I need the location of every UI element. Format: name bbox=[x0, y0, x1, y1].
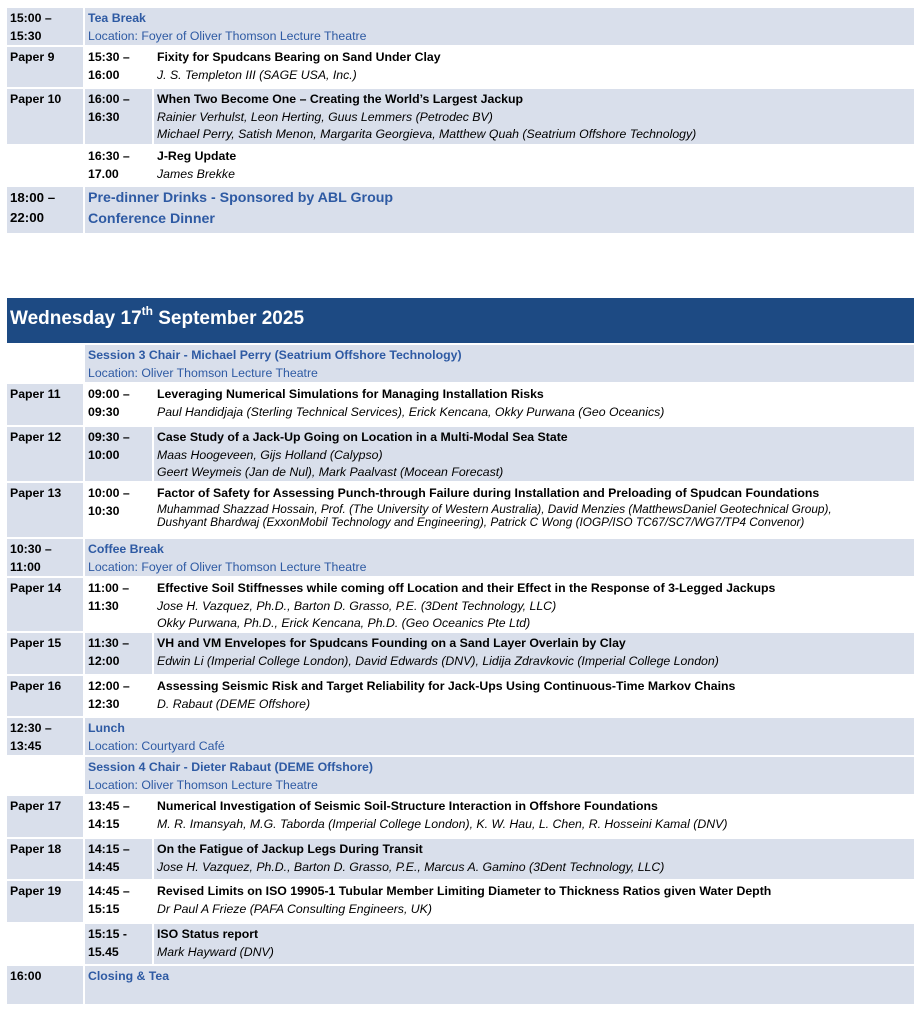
session-location: Location: Oliver Thomson Lecture Theatre bbox=[88, 366, 318, 380]
paper-title: Leveraging Numerical Simulations for Managing Installation Risks bbox=[157, 387, 544, 401]
paper-details bbox=[154, 384, 914, 425]
empty-cell bbox=[7, 924, 83, 964]
time-cell: 12:30 – 13:45 bbox=[7, 718, 83, 755]
time-cell: 14:45 – 15:15 bbox=[85, 881, 152, 922]
paper-title: Fixity for Spudcans Bearing on Sand Under Clay bbox=[157, 50, 441, 64]
paper-row-15 bbox=[7, 633, 914, 674]
wednesday-schedule-table bbox=[7, 345, 914, 1006]
paper-label: Paper 18 bbox=[7, 839, 83, 879]
paper-details bbox=[154, 676, 914, 716]
paper-authors: D. Rabaut (DEME Offshore) bbox=[157, 697, 311, 711]
time-cell: 12:00 – 12:30 bbox=[85, 676, 152, 716]
time-cell: 16:00 bbox=[7, 966, 83, 1004]
paper-row-13 bbox=[7, 483, 914, 537]
empty-cell bbox=[7, 757, 83, 794]
time-cell: 09:00 – 09:30 bbox=[85, 384, 152, 425]
paper-details bbox=[154, 89, 914, 144]
paper-authors: Dr Paul A Frieze (PAFA Consulting Engineers, UK) bbox=[157, 902, 432, 916]
time-cell: 18:00 – 22:00 bbox=[7, 187, 83, 233]
paper-authors: Rainier Verhulst, Leon Herting, Guus Lemmers (Petrodec BV) Michael Perry, Satish Menon, Margarita Georgieva, Matthew Quah (Seatrium Offshore Technology) bbox=[157, 110, 697, 141]
lunch-row bbox=[7, 718, 914, 755]
time-cell: 15:15 - 15.45 bbox=[85, 924, 152, 964]
time-cell: 16:30 – 17.00 bbox=[85, 146, 152, 185]
break-location: Location: Courtyard Café bbox=[88, 739, 225, 753]
paper-title: Case Study of a Jack-Up Going on Location in a Multi-Modal Sea State bbox=[157, 430, 568, 444]
paper-row-16 bbox=[7, 676, 914, 716]
time-cell: 13:45 – 14:15 bbox=[85, 796, 152, 837]
time-cell: 09:30 – 10:00 bbox=[85, 427, 152, 481]
break-cell bbox=[85, 8, 914, 45]
paper-label: Paper 12 bbox=[7, 427, 83, 481]
session-cell bbox=[85, 345, 914, 382]
time-cell: 16:00 – 16:30 bbox=[85, 89, 152, 144]
paper-row-10 bbox=[7, 89, 914, 144]
paper-row-17 bbox=[7, 796, 914, 837]
break-location: Location: Foyer of Oliver Thomson Lecture Theatre bbox=[88, 29, 367, 43]
paper-row-12 bbox=[7, 427, 914, 481]
break-cell bbox=[85, 718, 914, 755]
tuesday-schedule-table bbox=[7, 8, 914, 235]
paper-details bbox=[154, 47, 914, 87]
item-details bbox=[154, 924, 914, 964]
dinner-row bbox=[7, 187, 914, 233]
pre-dinner-drinks: Pre-dinner Drinks - Sponsored by ABL Group bbox=[88, 190, 394, 206]
paper-label: Paper 17 bbox=[7, 796, 83, 837]
empty-cell bbox=[7, 146, 83, 185]
paper-label: Paper 9 bbox=[7, 47, 83, 87]
paper-authors: Jose H. Vazquez, Ph.D., Barton D. Grasso, P.E., Marcus A. Gamino (3Dent Technology, LLC) bbox=[157, 860, 665, 874]
paper-details bbox=[154, 578, 914, 631]
paper-authors: J. S. Templeton III (SAGE USA, Inc.) bbox=[157, 68, 357, 82]
paper-title: When Two Become One – Creating the World’s Largest Jackup bbox=[157, 92, 524, 106]
item-presenter: James Brekke bbox=[157, 167, 235, 181]
paper-title: Revised Limits on ISO 19905-1 Tubular Member Limiting Diameter to Thickness Ratios given Water Depth bbox=[157, 884, 772, 898]
item-title: J-Reg Update bbox=[157, 149, 237, 163]
paper-title: On the Fatigue of Jackup Legs During Transit bbox=[157, 842, 423, 856]
paper-authors: Maas Hoogeveen, Gijs Holland (Calypso) Geert Weymeis (Jan de Nul), Mark Paalvast (Mocean Forecast) bbox=[157, 448, 504, 479]
session-3-header bbox=[7, 345, 914, 382]
item-presenter: Mark Hayward (DNV) bbox=[157, 945, 274, 959]
time-cell: 14:15 – 14:45 bbox=[85, 839, 152, 879]
paper-authors: Edwin Li (Imperial College London), David Edwards (DNV), Lidija Zdravkovic (Imperial College London) bbox=[157, 654, 719, 668]
time-cell: 15:00 – 15:30 bbox=[7, 8, 83, 45]
tea-break-row bbox=[7, 8, 914, 45]
closing-cell bbox=[85, 966, 914, 1004]
day-banner: Wednesday 17th September 2025 bbox=[7, 298, 914, 343]
item-title: ISO Status report bbox=[157, 927, 259, 941]
paper-authors: M. R. Imansyah, M.G. Taborda (Imperial College London), K. W. Hau, L. Chen, R. Hosseini Kamal (DNV) bbox=[157, 817, 728, 831]
break-location: Location: Foyer of Oliver Thomson Lecture Theatre bbox=[88, 560, 367, 574]
empty-cell bbox=[7, 345, 83, 382]
paper-authors: Muhammad Shazzad Hossain, Prof. (The University of Western Australia), David Menzies (MatthewsDaniel Geotechnical Group), Dushyant Bhardwaj (ExxonMobil Technology and Engineering), Patrick C Wong (IOGP/ISO TC67/SC7/WG7/TP4 Convenor) bbox=[157, 502, 832, 529]
closing-title: Closing & Tea bbox=[88, 969, 170, 983]
paper-details bbox=[154, 839, 914, 879]
item-details bbox=[154, 146, 914, 185]
time-cell: 10:30 – 11:00 bbox=[7, 539, 83, 576]
paper-title: VH and VM Envelopes for Spudcans Founding on a Sand Layer Overlain by Clay bbox=[157, 636, 626, 650]
paper-details bbox=[154, 483, 914, 537]
break-title: Tea Break bbox=[88, 11, 146, 25]
session-4-header bbox=[7, 757, 914, 794]
paper-details bbox=[154, 427, 914, 481]
paper-label: Paper 15 bbox=[7, 633, 83, 674]
paper-label: Paper 19 bbox=[7, 881, 83, 922]
paper-details bbox=[154, 881, 914, 922]
paper-details bbox=[154, 633, 914, 674]
paper-row-18 bbox=[7, 839, 914, 879]
paper-authors: Jose H. Vazquez, Ph.D., Barton D. Grasso, P.E. (3Dent Technology, LLC) Okky Purwana, Ph.D., Erick Kencana, Ph.D. (Geo Oceanics Pte Ltd) bbox=[157, 599, 557, 630]
time-cell: 11:30 – 12:00 bbox=[85, 633, 152, 674]
paper-label: Paper 10 bbox=[7, 89, 83, 144]
break-title: Lunch bbox=[88, 721, 125, 735]
paper-row-14 bbox=[7, 578, 914, 631]
conference-dinner: Conference Dinner bbox=[88, 210, 215, 227]
iso-status-row bbox=[7, 924, 914, 964]
session-cell bbox=[85, 757, 914, 794]
paper-label: Paper 14 bbox=[7, 578, 83, 631]
session-title: Session 3 Chair - Michael Perry (Seatrium Offshore Technology) bbox=[88, 348, 462, 362]
paper-row-19 bbox=[7, 881, 914, 922]
paper-authors: Paul Handidjaja (Sterling Technical Services), Erick Kencana, Okky Purwana (Geo Oceanics) bbox=[157, 405, 665, 419]
time-cell: 15:30 – 16:00 bbox=[85, 47, 152, 87]
session-title: Session 4 Chair - Dieter Rabaut (DEME Offshore) bbox=[88, 760, 373, 774]
break-title: Coffee Break bbox=[88, 542, 164, 556]
paper-row-9 bbox=[7, 47, 914, 87]
paper-title: Effective Soil Stiffnesses while coming off Location and their Effect in the Response of 3-Legged Jackups bbox=[157, 581, 776, 595]
paper-label: Paper 13 bbox=[7, 483, 83, 537]
paper-title: Numerical Investigation of Seismic Soil-Structure Interaction in Offshore Foundations bbox=[157, 799, 658, 813]
paper-row-11 bbox=[7, 384, 914, 425]
session-location: Location: Oliver Thomson Lecture Theatre bbox=[88, 778, 318, 792]
coffee-break-row bbox=[7, 539, 914, 576]
time-cell: 10:00 – 10:30 bbox=[85, 483, 152, 537]
paper-details bbox=[154, 796, 914, 837]
paper-label: Paper 11 bbox=[7, 384, 83, 425]
time-cell: 11:00 – 11:30 bbox=[85, 578, 152, 631]
paper-title: Factor of Safety for Assessing Punch-through Failure during Installation and Preloading of Spudcan Foundations bbox=[157, 486, 820, 500]
jreg-update-row bbox=[7, 146, 914, 185]
paper-label: Paper 16 bbox=[7, 676, 83, 716]
dinner-cell bbox=[85, 187, 914, 233]
closing-row bbox=[7, 966, 914, 1004]
paper-title: Assessing Seismic Risk and Target Reliability for Jack-Ups Using Continuous-Time Markov Chains bbox=[157, 679, 736, 693]
break-cell bbox=[85, 539, 914, 576]
